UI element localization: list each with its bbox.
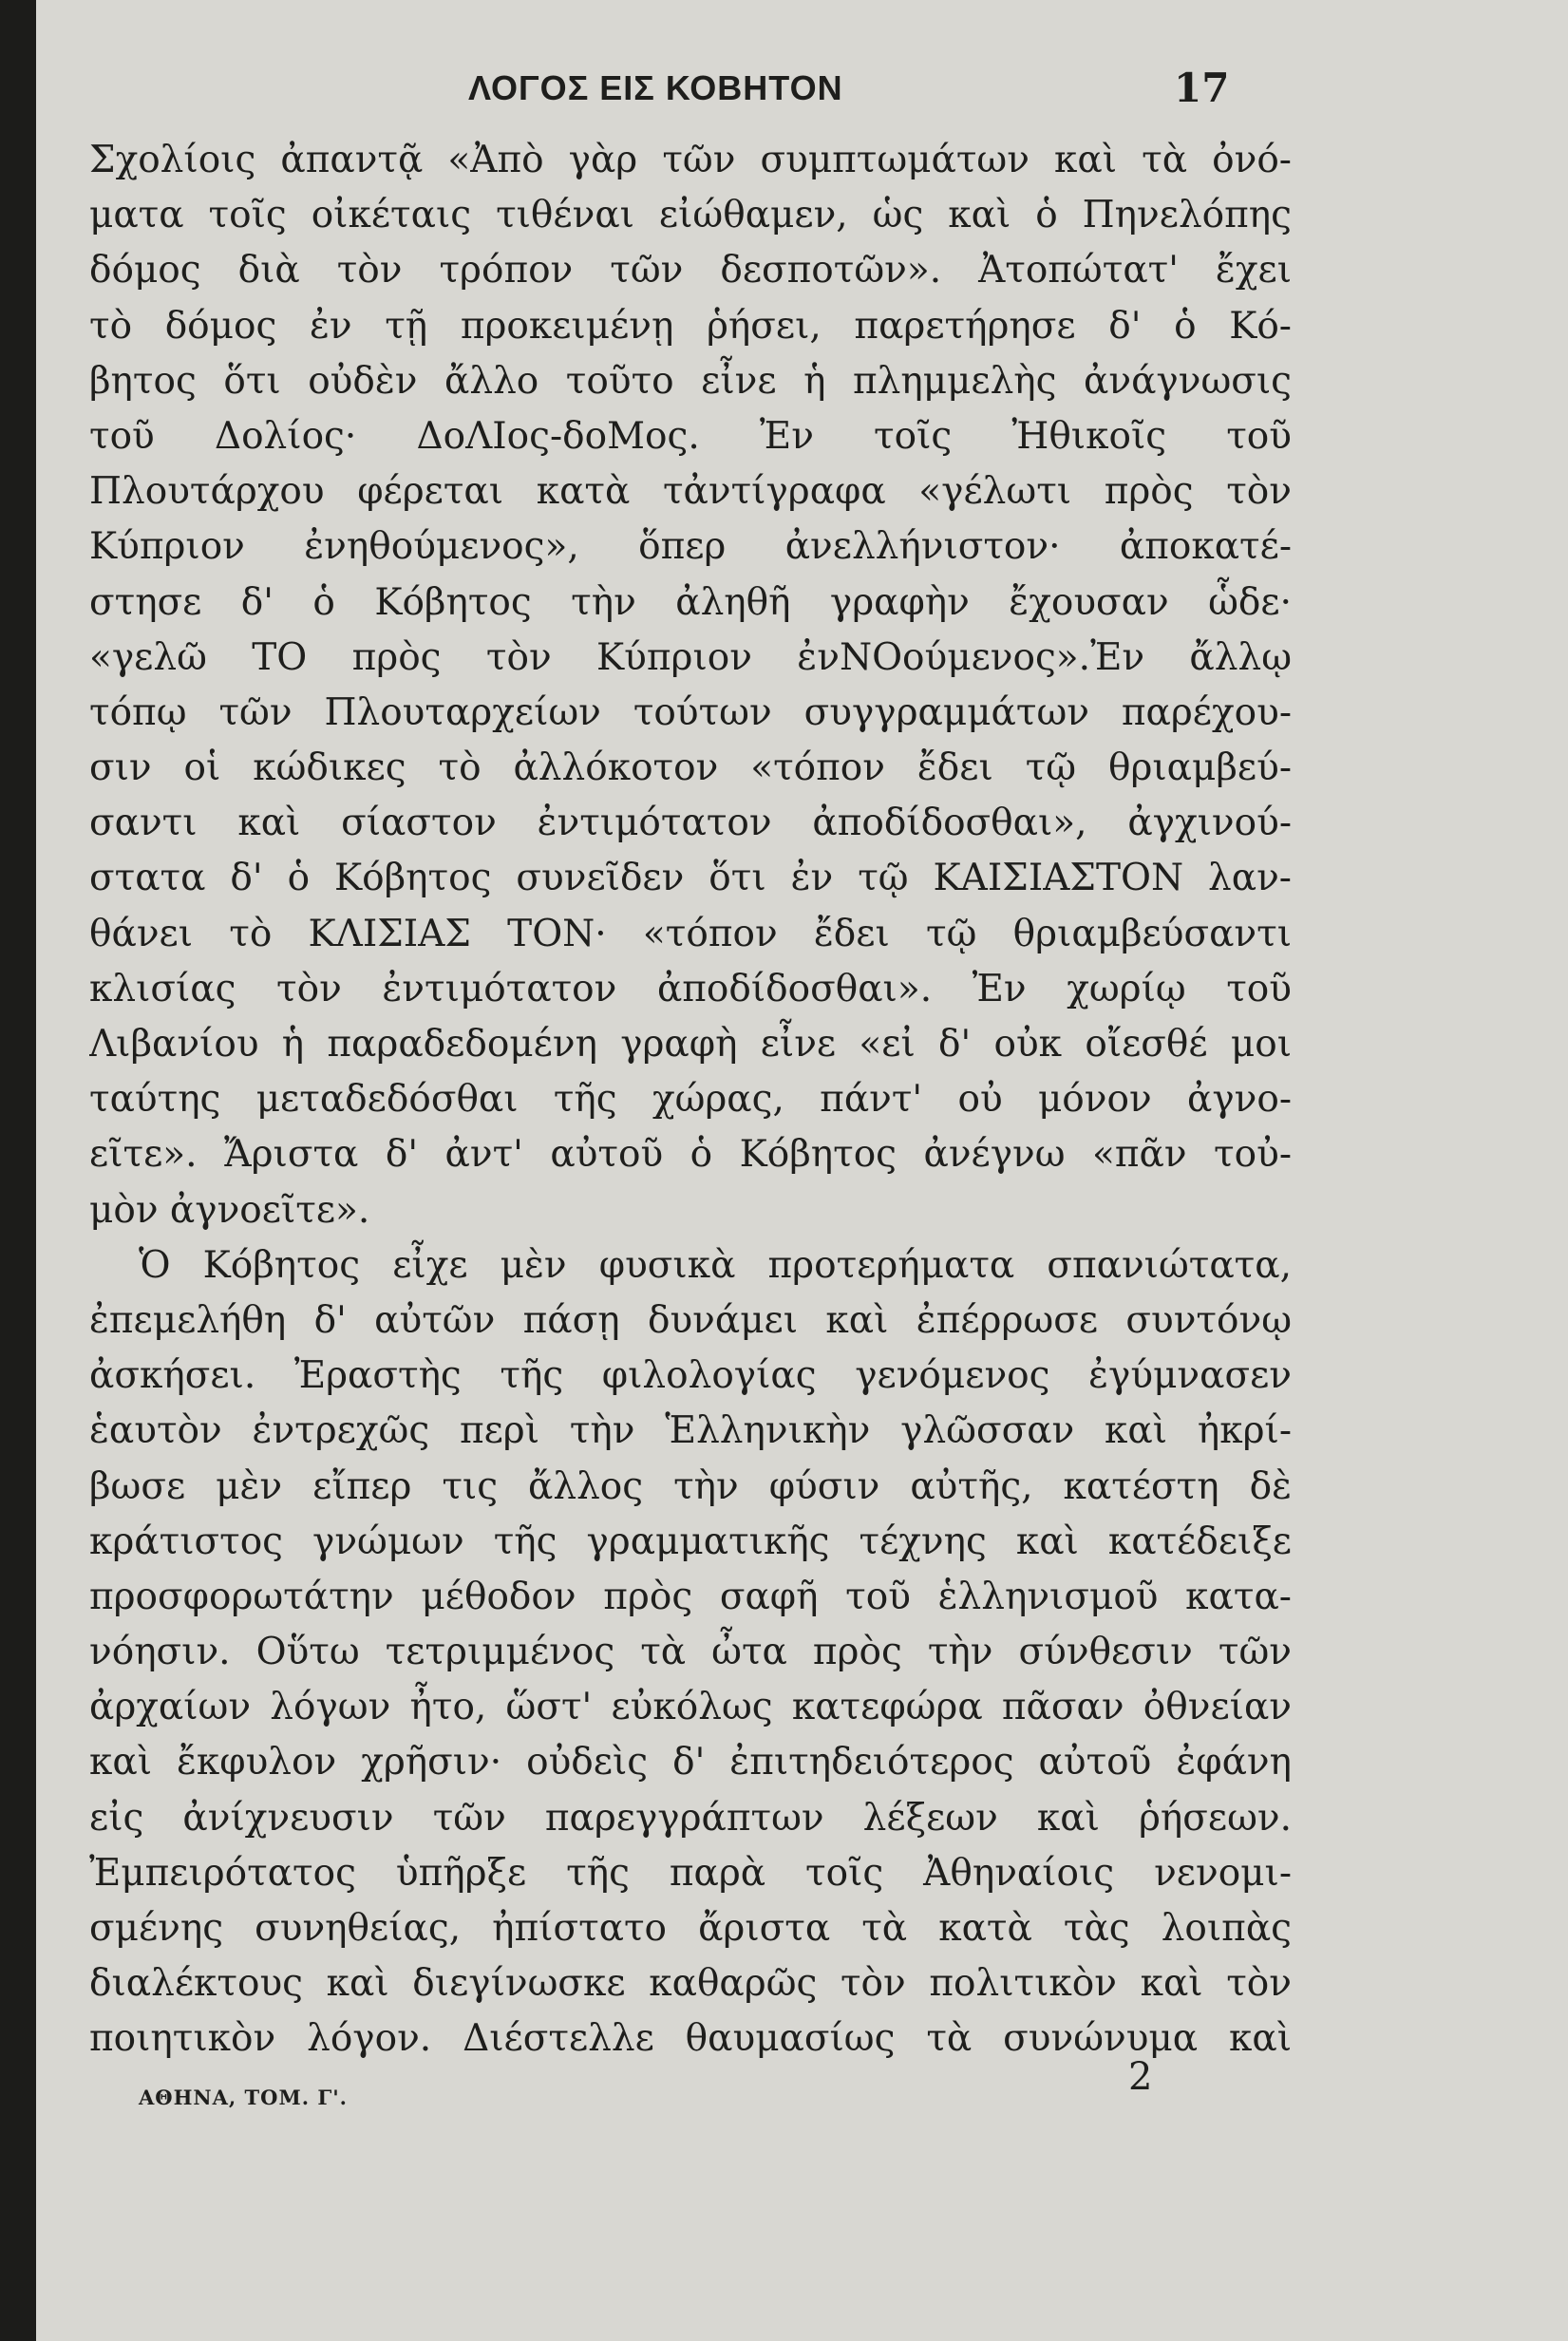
text-line: Λιβανίου ἡ παραδεδομένη γραφὴ εἶνε «εἰ δ' οὐκ οἴεσθέ μοι [89, 1023, 1292, 1066]
body-text [89, 133, 1292, 2067]
text-line: στατα δ' ὁ Κόβητος συνεῖδεν ὅτι ἐν τῷ ΚΑΙΣΙΑΣΤΟΝ λαν- [89, 857, 1292, 900]
text-line: στησε δ' ὁ Κόβητος τὴν ἀληθῆ γραφὴν ἔχουσαν ὧδε· [89, 580, 1292, 624]
text-line: θάνει τὸ ΚΛΙΣΙΑΣ ΤΟΝ· «τόπον ἔδει τῷ θριαμβεύσαντι [89, 912, 1292, 955]
text-line: σαντι καὶ σίαστον ἐντιμότατον ἀποδίδοσθαι», ἀγχινού- [89, 802, 1292, 845]
paragraph-start-line: Ὁ Κόβητος εἶχε μὲν φυσικὰ προτερήματα σπανιώτατα, [139, 1243, 1292, 1287]
text-line: Σχολίοις ἀπαντᾷ «Ἀπὸ γὰρ τῶν συμπτωμάτων καὶ τὰ ὀνό- [89, 139, 1292, 181]
text-line: τόπῳ τῶν Πλουταρχείων τούτων συγγραμμάτων παρέχου- [89, 690, 1292, 734]
scan-binding-edge [0, 0, 36, 2341]
text-line: ποιητικὸν λόγον. Διέστελλε θαυμασίως τὰ συνώνυμα καὶ [89, 2017, 1292, 2061]
text-line: ἑαυτὸν ἐντρεχῶς περὶ τὴν Ἑλληνικὴν γλῶσσαν καὶ ἠκρί- [89, 1409, 1292, 1453]
text-line: κλισίας τὸν ἐντιμότατον ἀποδίδοσθαι». Ἐν χωρίῳ τοῦ [89, 967, 1292, 1010]
text-line: σιν οἱ κώδικες τὸ ἀλλόκοτον «τόπον ἔδει τῷ θριαμβεύ- [89, 746, 1292, 790]
text-line: Ἐμπειρότατος ὑπῆρξε τῆς παρὰ τοῖς Ἀθηναίοις νενομι- [89, 1851, 1292, 1895]
text-line: εῖτε». Ἄριστα δ' ἀντ' αὐτοῦ ὁ Κόβητος ἀνέγνω «πᾶν τοὐ- [89, 1133, 1292, 1177]
running-header [36, 55, 1568, 112]
text-line: δόμος διὰ τὸν τρόπον τῶν δεσποτῶν». Ἀτοπώτατ' ἔχει [89, 249, 1292, 293]
text-line: «γελῶ ΤΟ πρὸς τὸν Κύπριον ἐνΝΟούμενος».Ἐν ἄλλῳ [89, 635, 1292, 679]
text-line: βωσε μὲν εἴπερ τις ἄλλος τὴν φύσιν αὐτῆς, κατέστη δὲ [89, 1464, 1292, 1508]
text-line: ἀρχαίων λόγων ἦτο, ὥστ' εὐκόλως κατεφώρα πᾶσαν ὀθνείαν [89, 1686, 1292, 1729]
text-line: Πλουτάρχου φέρεται κατὰ τἀντίγραφα «γέλωτι πρὸς τὸν [89, 470, 1292, 514]
signature-mark: 2 [1128, 2055, 1153, 2099]
text-line: νόησιν. Οὕτω τετριμμένος τὰ ὦτα πρὸς τὴν σύνθεσιν τῶν [89, 1631, 1292, 1674]
page-footer [36, 2053, 1568, 2110]
text-line: τὸ δόμος ἐν τῇ προκειμένῃ ῥήσει, παρετήρησε δ' ὁ Κό- [89, 304, 1292, 348]
text-line: καὶ ἔκφυλον χρῆσιν· οὐδεὶς δ' ἐπιτηδειότερος αὐτοῦ ἐφάνη [89, 1741, 1292, 1784]
text-line: εἰς ἀνίχνευσιν τῶν παρεγγράπτων λέξεων καὶ ῥήσεων. [89, 1796, 1292, 1840]
text-line: Κύπριον ἐνηθούμενος», ὅπερ ἀνελλήνιστον· ἀποκατέ- [89, 525, 1292, 569]
text-line: διαλέκτους καὶ διεγίνωσκε καθαρῶς τὸν πολιτικὸν καὶ τὸν [89, 1962, 1292, 2006]
running-title: ΛΟΓΟΣ ΕΙΣ ΚΟΒΗΤΟΝ [468, 68, 843, 107]
text-line: βητος ὅτι οὐδὲν ἄλλο τοῦτο εἶνε ἡ πλημμελὴς ἀνάγνωσις [89, 359, 1292, 403]
text-line: ἐπεμελήθη δ' αὐτῶν πάσῃ δυνάμει καὶ ἐπέρρωσε συντόνῳ [89, 1298, 1292, 1342]
page-number: 17 [1174, 65, 1230, 111]
text-line: σμένης συνηθείας, ἠπίστατο ἄριστα τὰ κατὰ τὰς λοιπὰς [89, 1907, 1292, 1950]
text-line: κράτιστος γνώμων τῆς γραμματικῆς τέχνης καὶ κατέδειξε [89, 1520, 1292, 1563]
text-line: τοῦ Δολίος· ΔοΛΙος-δοΜος. Ἐν τοῖς Ἠθικοῖς τοῦ [89, 414, 1292, 458]
text-line: ἀσκήσει. Ἐραστὴς τῆς φιλολογίας γενόμενος ἐγύμνασεν [89, 1354, 1292, 1398]
text-line: προσφορωτάτην μέθοδον πρὸς σαφῆ τοῦ ἑλληνισμοῦ κατα- [89, 1575, 1292, 1618]
paragraph-end-line: μὸν ἀγνοεῖτε». [89, 1188, 370, 1232]
text-line: ματα τοῖς οἰκέταις τιθέναι εἰώθαμεν, ὡς καὶ ὁ Πηνελόπης [89, 194, 1292, 237]
text-line: ταύτης μεταδεδόσθαι τῆς χώρας, πάντ' οὐ μόνον ἀγνο- [89, 1078, 1292, 1122]
book-page [36, 0, 1568, 2341]
signature-line: ΑΘΗΝΑ, ΤΟΜ. Γ'. [139, 2086, 348, 2109]
